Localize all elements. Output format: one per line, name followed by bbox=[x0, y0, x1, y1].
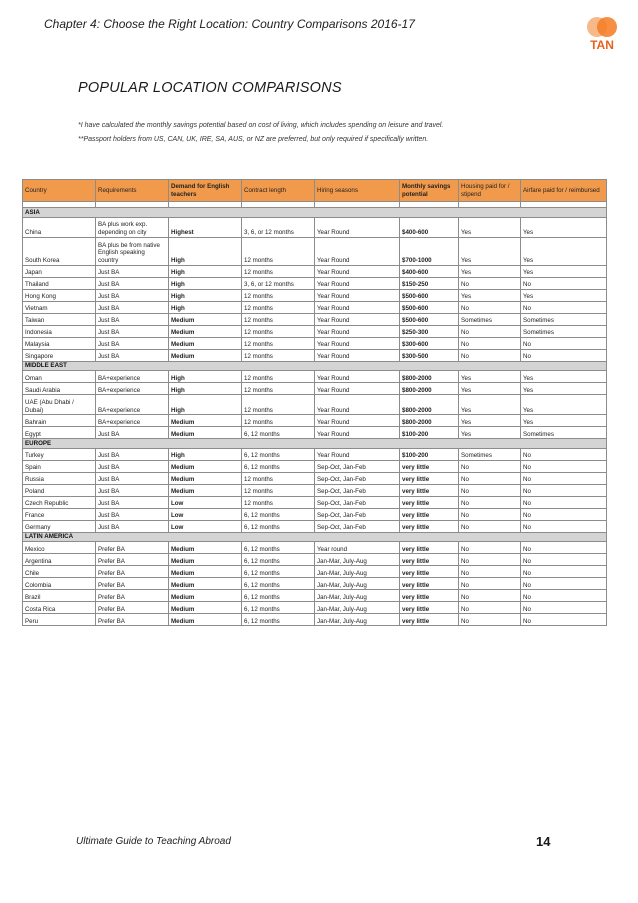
table-cell: very little bbox=[400, 614, 459, 626]
table-cell: Yes bbox=[459, 265, 521, 277]
table-cell: Prefer BA bbox=[96, 554, 169, 566]
page-title: POPULAR LOCATION COMPARISONS bbox=[78, 80, 342, 96]
table-cell: Medium bbox=[169, 590, 242, 602]
table-row bbox=[23, 427, 607, 439]
table-cell: BA plus be from native English speaking country bbox=[96, 237, 169, 265]
table-cell: Medium bbox=[169, 578, 242, 590]
table-cell: Yes bbox=[521, 395, 607, 415]
table-row bbox=[23, 542, 607, 554]
table-cell: 12 months bbox=[242, 237, 315, 265]
column-header: Hiring seasons bbox=[315, 180, 400, 202]
table-cell: High bbox=[169, 395, 242, 415]
table-cell: Year Round bbox=[315, 289, 400, 301]
table-cell: very little bbox=[400, 496, 459, 508]
table-cell: very little bbox=[400, 590, 459, 602]
table-row bbox=[23, 566, 607, 578]
table-row bbox=[23, 237, 607, 265]
table-cell: BA+experience bbox=[96, 415, 169, 427]
table-cell: High bbox=[169, 277, 242, 289]
table-cell: Yes bbox=[521, 289, 607, 301]
table-cell: very little bbox=[400, 566, 459, 578]
table-cell: very little bbox=[400, 460, 459, 472]
table-cell: No bbox=[521, 448, 607, 460]
table-cell: Medium bbox=[169, 566, 242, 578]
table-cell: $300-600 bbox=[400, 337, 459, 349]
table-cell: Just BA bbox=[96, 289, 169, 301]
table-cell: Prefer BA bbox=[96, 542, 169, 554]
table-cell: Yes bbox=[521, 415, 607, 427]
table-cell: Argentina bbox=[23, 554, 96, 566]
table-cell: Yes bbox=[459, 217, 521, 237]
footer-book-title: Ultimate Guide to Teaching Abroad bbox=[76, 836, 231, 847]
table-cell: 12 months bbox=[242, 383, 315, 395]
table-cell: No bbox=[459, 566, 521, 578]
table-row bbox=[23, 460, 607, 472]
table-cell: Malaysia bbox=[23, 337, 96, 349]
table-cell: Jan-Mar, July-Aug bbox=[315, 602, 400, 614]
table-cell: No bbox=[459, 484, 521, 496]
tan-logo bbox=[582, 16, 622, 56]
column-header: Country bbox=[23, 180, 96, 202]
table-cell: Yes bbox=[521, 237, 607, 265]
table-cell: $800-2000 bbox=[400, 395, 459, 415]
table-cell: Year Round bbox=[315, 237, 400, 265]
table-cell: Taiwan bbox=[23, 313, 96, 325]
table-cell: Brazil bbox=[23, 590, 96, 602]
table-cell: Prefer BA bbox=[96, 614, 169, 626]
table-cell: Sometimes bbox=[459, 313, 521, 325]
logo-circle-right bbox=[597, 17, 617, 37]
table-cell: No bbox=[521, 554, 607, 566]
page-number: 14 bbox=[536, 834, 551, 849]
table-cell: Yes bbox=[521, 217, 607, 237]
table-cell: Yes bbox=[521, 371, 607, 383]
table-cell: 6, 12 months bbox=[242, 566, 315, 578]
table-cell: Yes bbox=[459, 415, 521, 427]
table-row bbox=[23, 614, 607, 626]
table-cell: No bbox=[521, 472, 607, 484]
table-cell: Just BA bbox=[96, 301, 169, 313]
table-cell: Just BA bbox=[96, 325, 169, 337]
table-cell: Medium bbox=[169, 325, 242, 337]
table-cell: No bbox=[459, 614, 521, 626]
table-cell: 6, 12 months bbox=[242, 520, 315, 532]
table-cell: Medium bbox=[169, 542, 242, 554]
table-cell: Yes bbox=[521, 383, 607, 395]
table-cell: very little bbox=[400, 472, 459, 484]
table-cell: Low bbox=[169, 520, 242, 532]
table-cell: Medium bbox=[169, 349, 242, 361]
table-cell: very little bbox=[400, 578, 459, 590]
table-cell: No bbox=[521, 566, 607, 578]
table-cell: Medium bbox=[169, 472, 242, 484]
table-row bbox=[23, 520, 607, 532]
table-cell: Highest bbox=[169, 217, 242, 237]
table-cell: Medium bbox=[169, 460, 242, 472]
table-row bbox=[23, 590, 607, 602]
table-cell: Jan-Mar, July-Aug bbox=[315, 590, 400, 602]
table-cell: $100-200 bbox=[400, 448, 459, 460]
table-cell: High bbox=[169, 383, 242, 395]
table-row bbox=[23, 496, 607, 508]
table-row bbox=[23, 217, 607, 237]
table-cell: No bbox=[459, 472, 521, 484]
section-header-row bbox=[23, 439, 607, 449]
table-cell: $800-2000 bbox=[400, 415, 459, 427]
table-cell: Medium bbox=[169, 415, 242, 427]
table-cell: Just BA bbox=[96, 472, 169, 484]
table-cell: 6, 12 months bbox=[242, 554, 315, 566]
section-header-row bbox=[23, 361, 607, 371]
table-cell: Yes bbox=[459, 383, 521, 395]
table-cell: Year Round bbox=[315, 415, 400, 427]
table-cell: 12 months bbox=[242, 313, 315, 325]
table-cell: $500-600 bbox=[400, 301, 459, 313]
table-cell: Thailand bbox=[23, 277, 96, 289]
table-cell: No bbox=[459, 277, 521, 289]
chapter-header: Chapter 4: Choose the Right Location: Country Comparisons 2016-17 bbox=[44, 17, 415, 31]
table-cell: High bbox=[169, 237, 242, 265]
table-cell: 6, 12 months bbox=[242, 508, 315, 520]
table-cell: No bbox=[459, 578, 521, 590]
table-cell: Medium bbox=[169, 427, 242, 439]
table-row bbox=[23, 301, 607, 313]
section-header-row bbox=[23, 532, 607, 542]
table-cell: Indonesia bbox=[23, 325, 96, 337]
table-cell: No bbox=[459, 542, 521, 554]
table-cell: Vietnam bbox=[23, 301, 96, 313]
table-cell: 12 months bbox=[242, 337, 315, 349]
table-row bbox=[23, 265, 607, 277]
table-cell: Year Round bbox=[315, 371, 400, 383]
table-row bbox=[23, 325, 607, 337]
comparison-table bbox=[22, 179, 607, 626]
table-cell: Russia bbox=[23, 472, 96, 484]
table-cell: Year Round bbox=[315, 337, 400, 349]
table-cell: No bbox=[521, 460, 607, 472]
table-cell: High bbox=[169, 265, 242, 277]
table-cell: Just BA bbox=[96, 313, 169, 325]
table-cell: No bbox=[459, 460, 521, 472]
column-header: Requirements bbox=[96, 180, 169, 202]
table-cell: No bbox=[521, 542, 607, 554]
table-cell: BA+experience bbox=[96, 371, 169, 383]
table-cell: Just BA bbox=[96, 277, 169, 289]
table-cell: No bbox=[521, 349, 607, 361]
table-cell: 3, 6, or 12 months bbox=[242, 277, 315, 289]
table-cell: 6, 12 months bbox=[242, 590, 315, 602]
table-cell: France bbox=[23, 508, 96, 520]
table-cell: Medium bbox=[169, 484, 242, 496]
table-cell: Medium bbox=[169, 554, 242, 566]
table-cell: No bbox=[459, 349, 521, 361]
table-cell: No bbox=[459, 590, 521, 602]
table-cell: Prefer BA bbox=[96, 590, 169, 602]
table-cell: Year Round bbox=[315, 301, 400, 313]
section-label: MIDDLE EAST bbox=[23, 361, 607, 371]
table-row bbox=[23, 602, 607, 614]
table-cell: BA+experience bbox=[96, 395, 169, 415]
table-row bbox=[23, 383, 607, 395]
table-row bbox=[23, 484, 607, 496]
table-cell: Sometimes bbox=[521, 313, 607, 325]
table-cell: very little bbox=[400, 602, 459, 614]
table-row bbox=[23, 448, 607, 460]
table-row bbox=[23, 337, 607, 349]
table-cell: No bbox=[521, 277, 607, 289]
table-cell: No bbox=[521, 496, 607, 508]
table-cell: Egypt bbox=[23, 427, 96, 439]
table-cell: Just BA bbox=[96, 508, 169, 520]
table-cell: $250-300 bbox=[400, 325, 459, 337]
table-cell: Just BA bbox=[96, 520, 169, 532]
table-cell: No bbox=[521, 520, 607, 532]
table-cell: Prefer BA bbox=[96, 578, 169, 590]
table-cell: Turkey bbox=[23, 448, 96, 460]
table-cell: Bahrain bbox=[23, 415, 96, 427]
table-header-row bbox=[23, 180, 607, 202]
table-cell: Year Round bbox=[315, 265, 400, 277]
table-cell: Sep-Oct, Jan-Feb bbox=[315, 496, 400, 508]
table-cell: 12 months bbox=[242, 484, 315, 496]
table-cell: 3, 6, or 12 months bbox=[242, 217, 315, 237]
table-cell: 12 months bbox=[242, 301, 315, 313]
table-cell: No bbox=[521, 602, 607, 614]
section-label: EUROPE bbox=[23, 439, 607, 449]
table-cell: very little bbox=[400, 554, 459, 566]
column-header: Demand for English teachers bbox=[169, 180, 242, 202]
table-cell: Chile bbox=[23, 566, 96, 578]
table-cell: Spain bbox=[23, 460, 96, 472]
table-cell: High bbox=[169, 448, 242, 460]
table-cell: Germany bbox=[23, 520, 96, 532]
table-cell: Medium bbox=[169, 614, 242, 626]
table-cell: No bbox=[459, 554, 521, 566]
table-cell: very little bbox=[400, 484, 459, 496]
table-cell: Saudi Arabia bbox=[23, 383, 96, 395]
table-cell: Year Round bbox=[315, 277, 400, 289]
table-cell: very little bbox=[400, 520, 459, 532]
table-cell: $700-1000 bbox=[400, 237, 459, 265]
table-cell: Year Round bbox=[315, 313, 400, 325]
table-row bbox=[23, 578, 607, 590]
column-header: Monthly savings potential bbox=[400, 180, 459, 202]
table-cell: 6, 12 months bbox=[242, 614, 315, 626]
table-cell: China bbox=[23, 217, 96, 237]
table-cell: Year Round bbox=[315, 395, 400, 415]
table-cell: Sep-Oct, Jan-Feb bbox=[315, 520, 400, 532]
table-cell: Mexico bbox=[23, 542, 96, 554]
table-cell: South Korea bbox=[23, 237, 96, 265]
table-cell: $400-600 bbox=[400, 217, 459, 237]
table-cell: Just BA bbox=[96, 448, 169, 460]
table-cell: Year Round bbox=[315, 325, 400, 337]
note-passport: **Passport holders from US, CAN, UK, IRE, SA, AUS, or NZ are preferred, but only required if specifically written. bbox=[78, 136, 429, 143]
table-row bbox=[23, 349, 607, 361]
table-cell: Sep-Oct, Jan-Feb bbox=[315, 460, 400, 472]
table-cell: Medium bbox=[169, 337, 242, 349]
table-cell: Year Round bbox=[315, 349, 400, 361]
table-row bbox=[23, 277, 607, 289]
table-cell: Peru bbox=[23, 614, 96, 626]
table-cell: Sometimes bbox=[521, 427, 607, 439]
table-cell: $150-250 bbox=[400, 277, 459, 289]
table-cell: High bbox=[169, 289, 242, 301]
table-cell: 12 months bbox=[242, 496, 315, 508]
table-cell: Sometimes bbox=[521, 325, 607, 337]
table-cell: Singapore bbox=[23, 349, 96, 361]
section-label: ASIA bbox=[23, 208, 607, 218]
table-row bbox=[23, 508, 607, 520]
table-cell: 12 months bbox=[242, 289, 315, 301]
table-cell: $800-2000 bbox=[400, 371, 459, 383]
table-cell: Japan bbox=[23, 265, 96, 277]
table-cell: 12 months bbox=[242, 325, 315, 337]
section-label: LATIN AMERICA bbox=[23, 532, 607, 542]
table-cell: 6, 12 months bbox=[242, 542, 315, 554]
table-cell: Just BA bbox=[96, 496, 169, 508]
table-cell: Just BA bbox=[96, 427, 169, 439]
table-cell: Just BA bbox=[96, 349, 169, 361]
section-header-row bbox=[23, 208, 607, 218]
table-cell: BA plus work exp. depending on city bbox=[96, 217, 169, 237]
table-cell: Poland bbox=[23, 484, 96, 496]
table-cell: 12 months bbox=[242, 349, 315, 361]
table-cell: Jan-Mar, July-Aug bbox=[315, 566, 400, 578]
table-cell: Yes bbox=[459, 427, 521, 439]
table-row bbox=[23, 472, 607, 484]
table-cell: No bbox=[521, 484, 607, 496]
table-cell: Yes bbox=[521, 265, 607, 277]
table-cell: Jan-Mar, July-Aug bbox=[315, 614, 400, 626]
table-cell: Year Round bbox=[315, 427, 400, 439]
table-cell: UAE (Abu Dhabi / Dubai) bbox=[23, 395, 96, 415]
table-cell: very little bbox=[400, 542, 459, 554]
table-cell: Czech Republic bbox=[23, 496, 96, 508]
column-header: Housing paid for / stipend bbox=[459, 180, 521, 202]
column-header: Airfare paid for / reimbursed bbox=[521, 180, 607, 202]
table-cell: No bbox=[459, 602, 521, 614]
table-cell: Sep-Oct, Jan-Feb bbox=[315, 472, 400, 484]
table-cell: very little bbox=[400, 508, 459, 520]
table-cell: Yes bbox=[459, 289, 521, 301]
table-row bbox=[23, 554, 607, 566]
table-cell: Yes bbox=[459, 371, 521, 383]
table-cell: High bbox=[169, 371, 242, 383]
table-cell: No bbox=[459, 508, 521, 520]
table-cell: Jan-Mar, July-Aug bbox=[315, 554, 400, 566]
table-cell: Yes bbox=[459, 395, 521, 415]
table-cell: BA+experience bbox=[96, 383, 169, 395]
table-cell: 6, 12 months bbox=[242, 602, 315, 614]
table-cell: Low bbox=[169, 496, 242, 508]
table-cell: No bbox=[459, 520, 521, 532]
table-cell: 6, 12 months bbox=[242, 427, 315, 439]
table-cell: Costa Rica bbox=[23, 602, 96, 614]
table-cell: 12 months bbox=[242, 371, 315, 383]
table-cell: No bbox=[521, 301, 607, 313]
table-cell: Oman bbox=[23, 371, 96, 383]
table-cell: No bbox=[521, 590, 607, 602]
table-cell: No bbox=[459, 301, 521, 313]
table-cell: 6, 12 months bbox=[242, 448, 315, 460]
table-cell: Year Round bbox=[315, 383, 400, 395]
table-cell: Sep-Oct, Jan-Feb bbox=[315, 484, 400, 496]
table-cell: Just BA bbox=[96, 484, 169, 496]
table-cell: No bbox=[521, 337, 607, 349]
table-cell: $800-2000 bbox=[400, 383, 459, 395]
table-cell: No bbox=[521, 508, 607, 520]
table-cell: Sometimes bbox=[459, 448, 521, 460]
table-cell: $500-600 bbox=[400, 289, 459, 301]
table-cell: 6, 12 months bbox=[242, 460, 315, 472]
table-cell: $500-600 bbox=[400, 313, 459, 325]
table-cell: Medium bbox=[169, 602, 242, 614]
table-cell: No bbox=[459, 496, 521, 508]
table-cell: $400-600 bbox=[400, 265, 459, 277]
table-cell: Just BA bbox=[96, 337, 169, 349]
table-cell: 6, 12 months bbox=[242, 578, 315, 590]
table-cell: Year round bbox=[315, 542, 400, 554]
table-cell: Medium bbox=[169, 313, 242, 325]
table-cell: No bbox=[521, 614, 607, 626]
table-cell: Colombia bbox=[23, 578, 96, 590]
logo-text: TAN bbox=[590, 38, 614, 52]
table-row bbox=[23, 415, 607, 427]
table-cell: Jan-Mar, July-Aug bbox=[315, 578, 400, 590]
table-cell: Yes bbox=[459, 237, 521, 265]
table-cell: Just BA bbox=[96, 460, 169, 472]
table-cell: No bbox=[459, 325, 521, 337]
table-cell: Sep-Oct, Jan-Feb bbox=[315, 508, 400, 520]
table-cell: Year Round bbox=[315, 448, 400, 460]
table-cell: 12 months bbox=[242, 415, 315, 427]
table-cell: No bbox=[521, 578, 607, 590]
table-row bbox=[23, 313, 607, 325]
table-cell: $300-500 bbox=[400, 349, 459, 361]
table-cell: Low bbox=[169, 508, 242, 520]
table-cell: Year Round bbox=[315, 217, 400, 237]
table-cell: $100-200 bbox=[400, 427, 459, 439]
table-cell: No bbox=[459, 337, 521, 349]
table-cell: Prefer BA bbox=[96, 602, 169, 614]
table-cell: Hong Kong bbox=[23, 289, 96, 301]
table-cell: 12 months bbox=[242, 472, 315, 484]
table-row bbox=[23, 371, 607, 383]
table-cell: 12 months bbox=[242, 265, 315, 277]
table-cell: 12 months bbox=[242, 395, 315, 415]
note-savings: *I have calculated the monthly savings potential based on cost of living, which includes spending on leisure and travel. bbox=[78, 122, 444, 129]
table-row bbox=[23, 395, 607, 415]
table-cell: Prefer BA bbox=[96, 566, 169, 578]
table-cell: Just BA bbox=[96, 265, 169, 277]
table-cell: High bbox=[169, 301, 242, 313]
table-row bbox=[23, 289, 607, 301]
column-header: Contract length bbox=[242, 180, 315, 202]
